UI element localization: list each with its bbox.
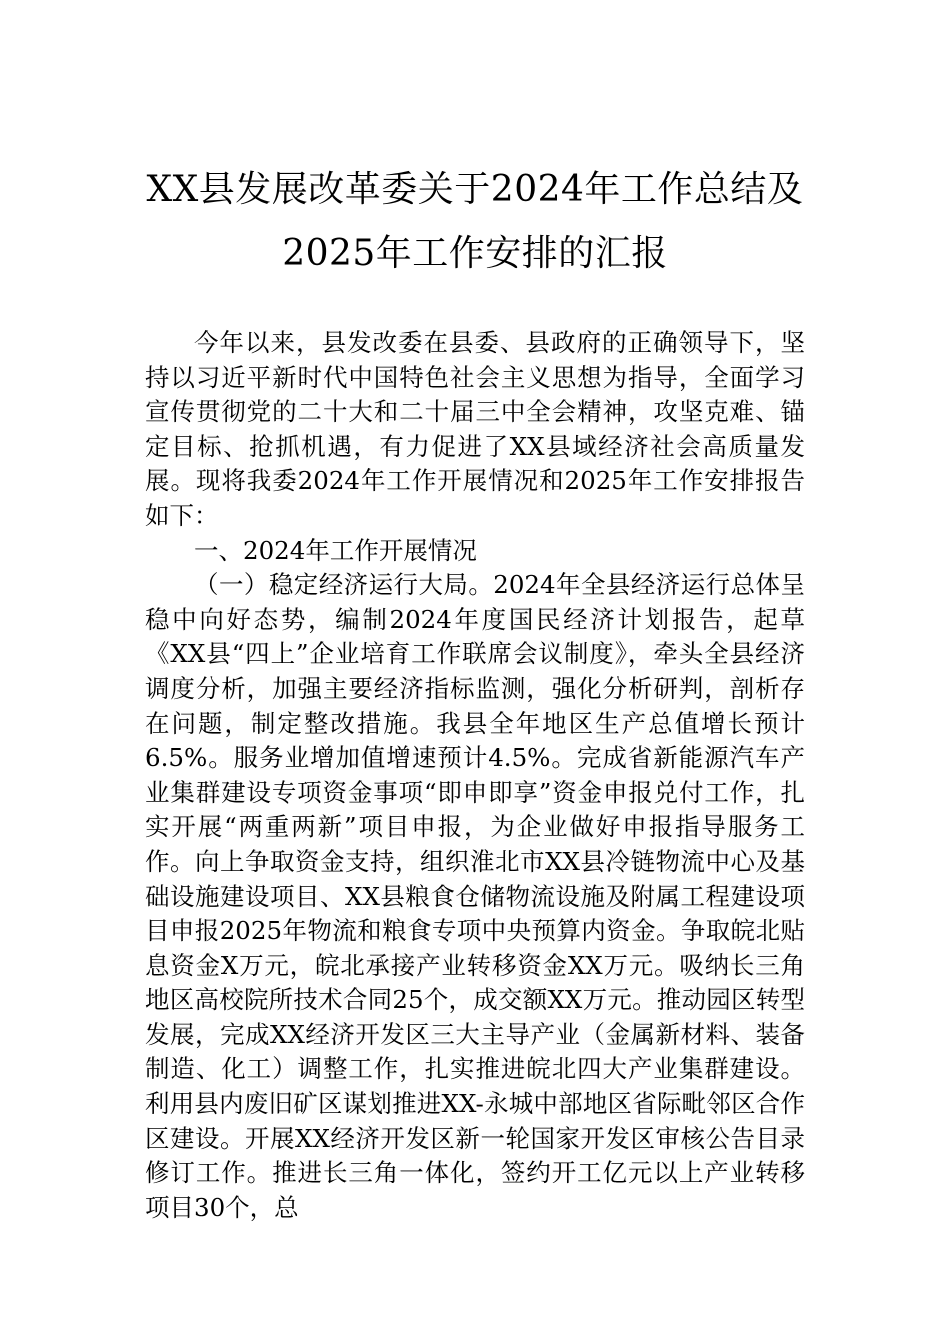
subsection-paragraph: （一）稳定经济运行大局。2024年全县经济运行总体呈稳中向好态势，编制2024年度国民经济计划报告，起草《XX县“四上”企业培育工作联席会议制度》，牵头全县经济调度分析，加强主要经济指标监测，强化分析研判，剖析存在问题，制定整改措施。我县全年地区生产总值增长预计6.5%。服务业增加值增速预计4.5%。完成省新能源汽车产业集群建设专项资金事项“即申即享”资金申报兑付工作，扎实开展“两重两新”项目申报，为企业做好申报指导服务工作。向上争取资金支持，组织淮北市XX县冷链物流中心及基础设施建设项目、XX县粮食仓储物流设施及附属工程建设项目申报2025年物流和粮食专项中央预算内资金。争取皖北贴息资金X万元，皖北承接产业转移资金XX万元。吸纳长三角地区高校院所技术合同25个，成交额XX万元。推动园区转型发展，完成XX经济开发区三大主导产业（金属新材料、装备制造、化工）调整工作，扎实推进皖北四大产业集群建设。利用县内废旧矿区谋划推进XX-永城中部地区省际毗邻区合作区建设。开展XX经济开发区新一轮国家开发区审核公告目录修订工作。推进长三角一体化，签约开工亿元以上产业转移项目30个，总 [145, 570, 805, 1222]
title-line-2: 2025年工作安排的汇报 [282, 233, 668, 274]
document-body [145, 326, 805, 1225]
section-heading: 一、2024年工作开展情况 [194, 535, 477, 565]
document-title [80, 158, 870, 286]
intro-paragraph: 今年以来，县发改委在县委、县政府的正确领导下，坚持以习近平新时代中国特色社会主义思想为指导，全面学习宣传贯彻党的二十大和二十届三中全会精神，攻坚克难、锚定目标、抢抓机遇，有力促进了XX县域经济社会高质量发展。现将我委2024年工作开展情况和2025年工作安排报告如下： [145, 328, 805, 530]
title-line-1: XX县发展改革委关于2024年工作总结及 [146, 169, 804, 210]
